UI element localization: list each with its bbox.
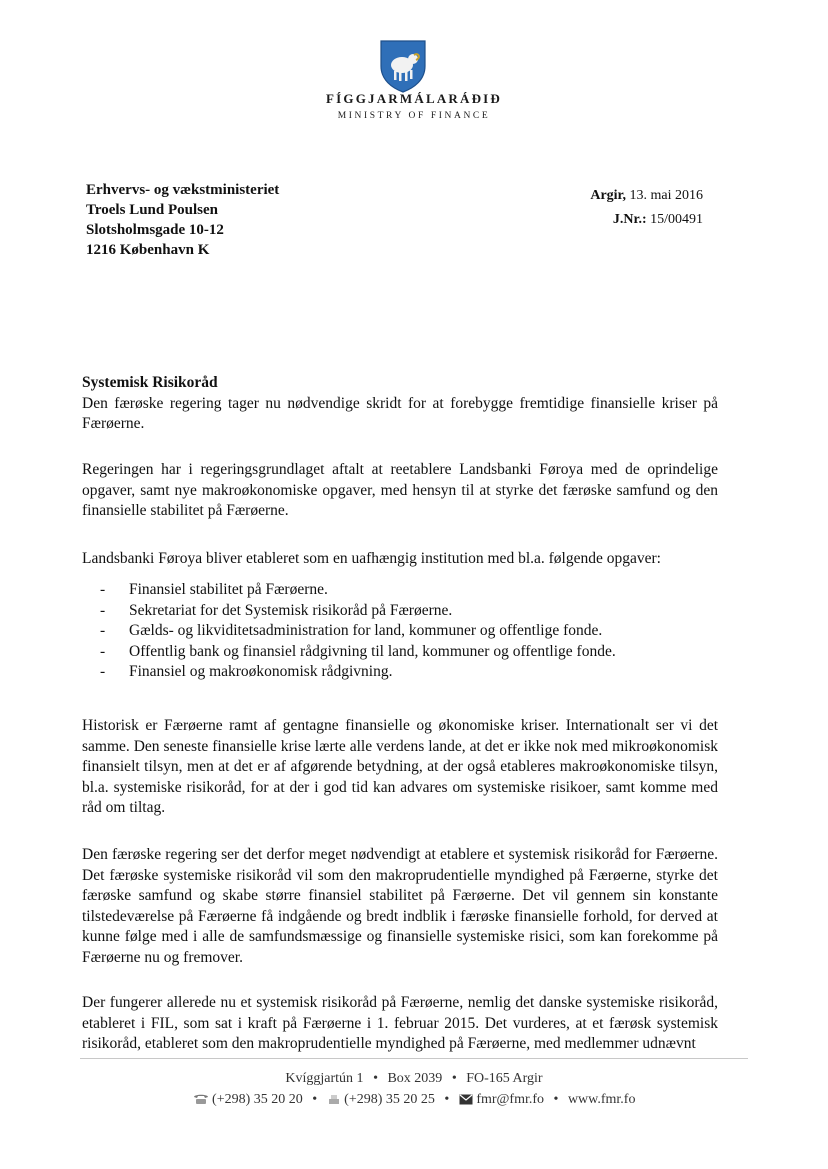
paragraph-block-4 <box>82 716 718 819</box>
footer-phone: (+298) 35 20 20 <box>212 1092 303 1107</box>
paragraph-block-5 <box>82 845 718 968</box>
letter-date <box>590 184 703 208</box>
phone-icon <box>193 1093 209 1110</box>
ram-crest-icon <box>377 38 429 94</box>
list-item: - Sekretariat for det Systemisk risikoråd på Færøerne. <box>100 601 453 619</box>
paragraph-block-2 <box>82 460 718 522</box>
fax-icon <box>327 1093 341 1110</box>
letter-subject: Systemisk Risikoråd <box>82 374 218 391</box>
recipient-line: 1216 København K <box>86 242 210 258</box>
reference-number <box>590 208 703 232</box>
recipient-line: Slotsholmsgade 10-12 <box>86 222 224 238</box>
date-value: 13. mai 2016 <box>629 188 703 203</box>
recipient-line: Erhvervs- og vækstministeriet <box>86 182 280 198</box>
recipient-line: Troels Lund Poulsen <box>86 202 218 218</box>
paragraph-block-6 <box>82 993 718 1055</box>
footer-email[interactable]: fmr@fmr.fo <box>476 1092 545 1107</box>
footer-divider <box>80 1058 748 1059</box>
ministry-name: FÍGGJARMÁLARÁÐIÐ <box>325 91 503 106</box>
paragraph-5: Den færøske regering ser det derfor meget nødvendigt at etablere et systemisk risikoråd for Færøerne. Det færøske systemiske risikoråd vil som den makroprudentielle myndighed på Færøerne, styrke det færøske samfund og skabe større finansiel stabilitet på Færøerne. Det vil gennem sin konstante tilstedeværelse på Færøerne få indgående og bredt indblik i færøske finansielle forhold, for derved at kunne følge med i alle de samfundsmæssige og finansielle systemiske risici, som kan forekomme på Færøerne nu og fremover. <box>82 846 718 966</box>
footer-website[interactable]: www.fmr.fo <box>567 1092 636 1107</box>
reference-label: J.Nr.: <box>612 212 647 227</box>
footer-contact: (+298) 35 20 20 • (+298) 35 20 25 • fmr@fmr.fo • www.fmr.fo <box>0 1092 828 1110</box>
footer-fax: (+298) 35 20 25 <box>344 1092 435 1107</box>
date-place: Argir, <box>590 188 626 203</box>
paragraph-1: Den færøske regering tager nu nødvendige skridt for at forebygge fremtidige finansielle kriser på Færøerne. <box>82 394 718 432</box>
list-item: - Gælds- og likviditetsadministration for land, kommuner og offentlige fonde. <box>100 622 603 639</box>
paragraph-3: Landsbanki Føroya bliver etableret som en uafhængig institution med bl.a. følgende opgaver: <box>82 550 661 567</box>
recipient-address <box>86 180 279 260</box>
footer-street: Kvíggjartún 1 <box>285 1071 364 1086</box>
ministry-subtitle: MINISTRY OF FINANCE <box>337 111 491 121</box>
letter-intro <box>82 373 718 435</box>
list-item: - Finansiel stabilitet på Færøerne. <box>100 581 328 598</box>
letter-meta <box>590 184 703 232</box>
paragraph-block-3 <box>82 549 718 570</box>
list-item: - Offentlig bank og finansiel rådgivning til land, kommuner og offentlige fonde. <box>100 642 616 660</box>
footer-postal: FO-165 Argir <box>466 1071 543 1086</box>
task-list <box>100 580 700 683</box>
footer-box: Box 2039 <box>387 1071 443 1086</box>
footer-address: Kvíggjartún 1 • Box 2039 • FO-165 Argir <box>285 1071 543 1086</box>
paragraph-2: Regeringen har i regeringsgrundlaget aftalt at reetablere Landsbanki Føroya med de oprindelige opgaver, samt nye makroøkonomiske opgaver, med hensyn til at styrke det færøske samfund og den finansielle stabilitet på Færøerne. <box>82 461 718 519</box>
paragraph-4: Historisk er Færøerne ramt af gentagne finansielle og økonomiske kriser. Internationalt ser vi det samme. Den seneste finansielle krise lærte alle verdens lande, at det er ikke nok med mikroøkonomisk finansielt tilsyn, men at det er af afgørende betydning, at der også etableres makroøkonomiske tilsyn, bl.a. systemiske risikoråd, for at der i god tid kan advares om systemiske risikoer, samt komme med råd om tiltag. <box>82 717 718 816</box>
list-item: - Finansiel og makroøkonomisk rådgivning. <box>100 663 393 680</box>
paragraph-6: Der fungerer allerede nu et systemisk risikoråd på Færøerne, nemlig det danske systemiske risikoråd, etableret i FIL, som sat i kraft på Færøerne i 1. februar 2015. Det vurderes, at et færøsk systemisk risikoråd, etableret som den makroprudentielle myndighed på Færøerne, med medlemmer udnævnt <box>82 994 718 1052</box>
reference-value: 15/00491 <box>650 212 703 227</box>
envelope-icon <box>459 1094 473 1110</box>
